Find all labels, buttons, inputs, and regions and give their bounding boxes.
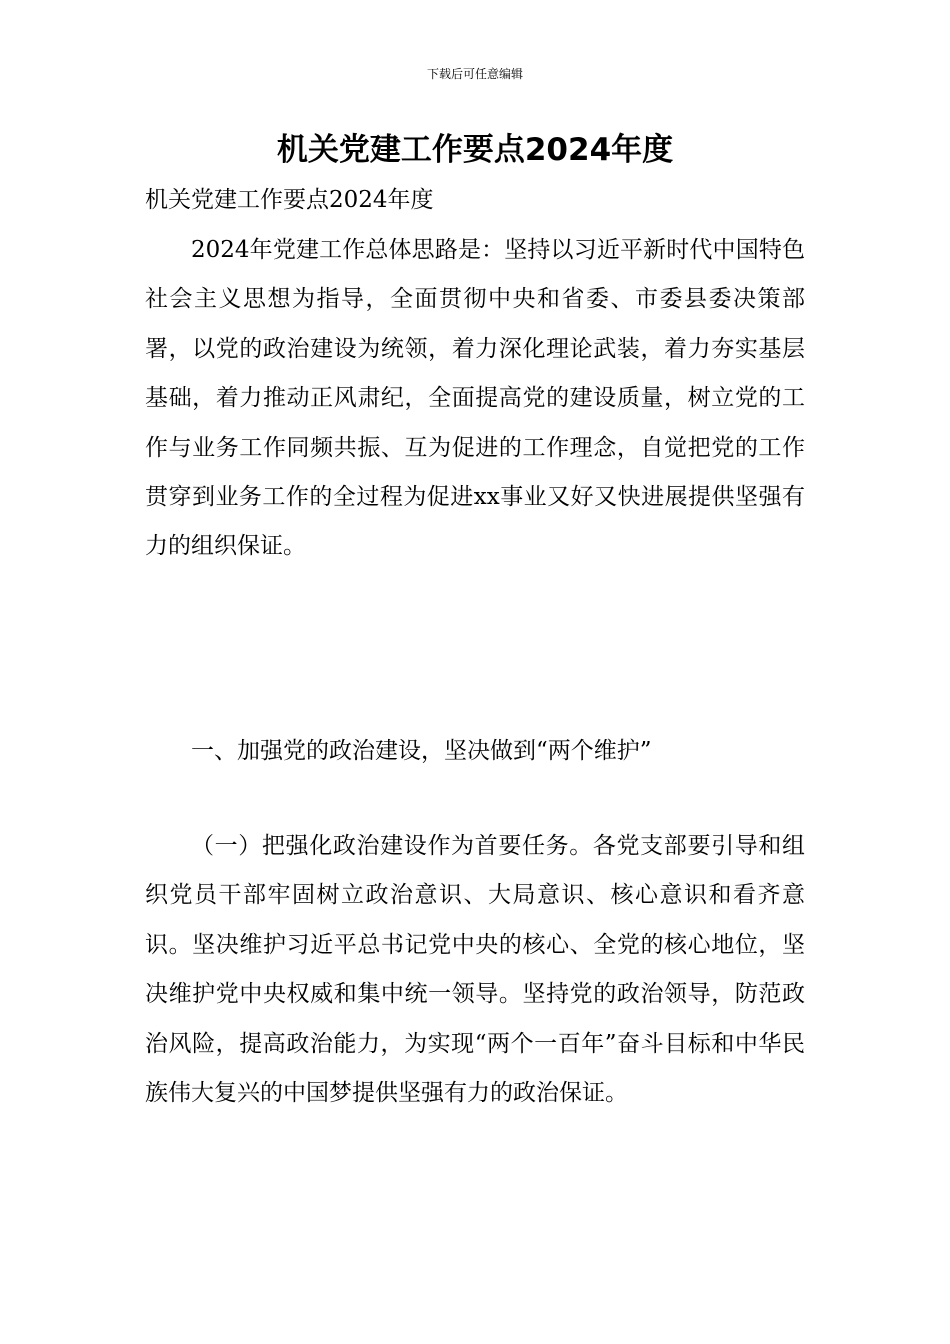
- section-1-heading: 一、加强党的政治建设，坚决做到“两个维护”: [191, 738, 652, 764]
- document-subtitle: 机关党建工作要点2024年度: [145, 187, 434, 213]
- document-title: 机关党建工作要点2024年度: [276, 132, 674, 168]
- intro-paragraph: 2024年党建工作总体思路是：坚持以习近平新时代中国特色社会主义思想为指导，全面贯彻中央和省委、市委县委决策部署，以党的政治建设为统领，着力深化理论武装，着力夯实基层基础，着力推动正风肃纪，全面提高党的建设质量，树立党的工作与业务工作同频共振、互为促进的工作理念，自觉把党的工作贯穿到业务工作的全过程为促进xx事业又好又快进展提供坚强有力的组织保证。: [145, 237, 805, 560]
- page-header-note: 下载后可任意编辑: [426, 67, 523, 81]
- section-1-paragraph: （一）把强化政治建设作为首要任务。各党支部要引导和组织党员干部牢固树立政治意识、大局意识、核心意识和看齐意识。坚决维护习近平总书记党中央的核心、全党的核心地位，坚决维护党中央权威和集中统一领导。坚持党的政治领导，防范政治风险，提高政治能力，为实现“两个一百年”奋斗目标和中华民族伟大复兴的中国梦提供坚强有力的政治保证。: [145, 833, 805, 1107]
